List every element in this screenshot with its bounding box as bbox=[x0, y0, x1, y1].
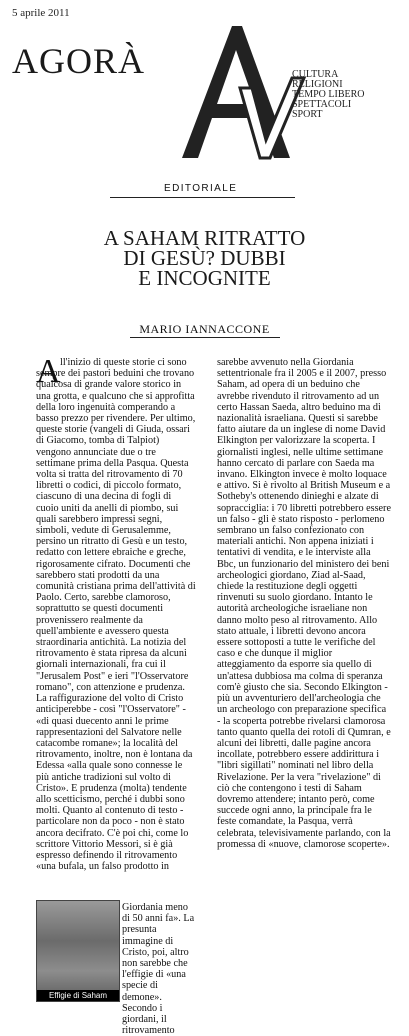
agora-logo-icon bbox=[162, 18, 312, 168]
section-item: RELIGIONI bbox=[292, 79, 343, 90]
article-column-1-continued bbox=[122, 902, 198, 1036]
column-text: Giordania meno di 50 anni fa». La presunta immagine di Cristo, poi, altro non sarebbe che l'effigie di «una specie di demone». Secondo i giordani, il ritrovamento bbox=[122, 902, 195, 1036]
section-item: SPORT bbox=[292, 109, 323, 120]
photo-caption: Effigie di Saham bbox=[37, 990, 119, 1001]
article-column-2 bbox=[217, 357, 392, 850]
section-item: CULTURA bbox=[292, 69, 339, 80]
masthead-title: AGORÀ bbox=[12, 41, 146, 81]
column-text: sarebbe avvenuto nella Giordania settentrionale fra il 2005 e il 2007, presso Saham, ad opera di un beduino che avrebbe rivenduto il ritrovamento ad un certo Hassan Saeda, altro beduino ma di nazionalità israeliana. Questi si sarebbe fatto aiutare da un inglese di nome David Elkington per valorizzare la scoperta. I giornalisti inglesi, nelle ultime settimane hanno cercato di parlare con Saeda ma invano. Elkington invece è molto loquace e attivo. Si è rivolto al British Museum e a Sotheby's ottenendo dinieghi e alzate di sopracciglia: i 70 libretti potrebbero essere un falso - gli è stato risposto - perlomeno sembrano un falso confezionato con materiali antichi. Non appena iniziati i tentativi di vendita, e le interviste alla Bbc, un funzionario del ministero dei beni archeologici giordano, Ziad al-Saad, chiede la restituzione degli oggetti rinvenuti su suolo giordano. Intanto le autorità archeologiche israeliane non danno molto peso al ritrovamento. Allo stato attuale, i libretti devono ancora essere sottoposti a tutte le verifiche del caso e che dunque il miglior atteggiamento da esporre sia quello di un'attesa dubbiosa ma colma di speranza com'è giusto che sia. Secondo Elkington - più un avventuriero dell'archeologia che un archeologo con preparazione specifica - la scoperta potrebbe rivelarsi clamorosa tanto quanto quella dei rotoli di Qumran, e alcuni dei libretti, dalle pagine ancora incollate, potrebbero essere addirittura i "libri sigillati" nominati nel libro della Rivelazione. Per la vera "rivelazione" di ciò che contengono i testi di Saham dovremo attendere; intanto però, come succede ogni anno, la principale fra le feste comandate, la Pasqua, verrà celebrata, televisivamente parlando, con la promessa di «nuove, clamorose scoperte». bbox=[217, 357, 391, 850]
rubric-divider bbox=[110, 197, 295, 198]
section-item: TEMPO LIBERO bbox=[292, 89, 365, 100]
column-text: ll'inizio di queste storie ci sono sempre dei pastori beduini che trovano qualcosa di grande valore storico in una grotta, e qualcuno che si approfitta della loro ingenuità comperando a basso prezzo per rivendere. Per ultimo, queste storie (vangeli di Giuda, ossari di Giacomo, tomba di Talpiot) vengono annunciate due o tre settimane prima della Pasqua. Questa volta si tratta del ritrovamento di 70 libretti o codici, di piccolo formato, ciascuno di una decina di fogli di cuoio uniti da anelli di piombo, sui quali sarebbero impressi segni, simboli, vedute di Gerusalemme, persino un ritratto di Gesù e un testo, redatto con lettere ebraiche e greche, rigorosamente cifrato. Documenti che sarebbero stati prodotti da una comunità cristiana prima dell'attività di Paolo. Certo, sarebbe clamoroso, soprattutto se questi documenti provenissero realmente da quell'ambiente e avessero questa straordinaria antichità. La notizia del ritrovamento è stata ripresa da alcuni giornali internazionali, fra cui il "Jerusalem Post" e ieri "l'Osservatore romano", con attenzione e prudenza. La raffigurazione del volto di Cristo anticiperebbe - così "l'Osservatore" - «di quasi duecento anni le prime rappresentazioni del Salvatore nelle catacombe romane»; la località del ritrovamento, inoltre, non è lontana da Edessa «alla quale sono connesse le più antiche tradizioni sul volto di Cristo». E prudenza (molta) tendente allo scetticismo, perché i dubbi sono molti. Quanto al contenuto di testo - particolare non da poco - non è stato ancora decifrato. C'è poi chi, come lo scrittore Vittorio Messori, si è già espresso definendo il ritrovamento «una bufala, un falso prodotto in bbox=[36, 357, 196, 873]
section-item: SPETTACOLI bbox=[292, 99, 352, 110]
headline-line: DI GESÙ? DUBBI bbox=[123, 246, 286, 270]
headline-line: E INCOGNITE bbox=[138, 266, 271, 290]
headline-line: A SAHAM RITRATTO bbox=[103, 226, 306, 250]
section-list bbox=[292, 70, 365, 120]
drop-cap: A bbox=[36, 353, 61, 390]
byline-divider bbox=[130, 337, 280, 338]
issue-date: 5 aprile 2011 bbox=[12, 7, 70, 19]
byline: MARIO IANNACCONE bbox=[139, 322, 270, 336]
article-column-1 bbox=[36, 353, 196, 873]
article-headline bbox=[20, 228, 389, 288]
rubric-label: EDITORIALE bbox=[164, 183, 238, 194]
effigy-photo bbox=[36, 900, 120, 1002]
